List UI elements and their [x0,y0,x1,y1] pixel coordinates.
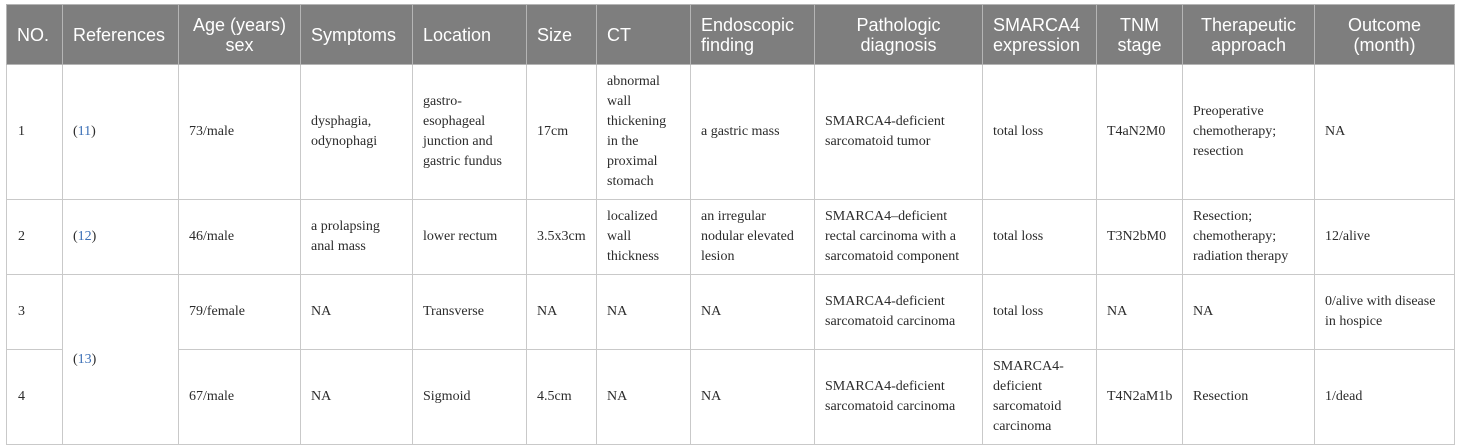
cell-tnm: NA [1097,275,1183,350]
cell-endoscopic: an irregular nodular elevated lesion [691,200,815,275]
cell-outcome: 0/alive with disease in hospice [1315,275,1455,350]
header-outcome-text: Outcome (month) [1347,14,1422,55]
cell-symptoms: NA [301,275,413,350]
case-summary-table [6,4,1455,445]
cell-ct: NA [597,275,691,350]
cell-endoscopic: a gastric mass [691,65,815,200]
header-age-sex-text: Age (years) sex [192,14,287,55]
cell-outcome: NA [1315,65,1455,200]
cell-size: 4.5cm [527,350,597,445]
cell-pathologic: SMARCA4-deficient sarcomatoid carcinoma [815,275,983,350]
cell-endoscopic: NA [691,275,815,350]
cell-size: 17cm [527,65,597,200]
reference-link[interactable]: 13 [77,351,92,367]
cell-age-sex: 79/female [179,275,301,350]
header-pathologic-diagnosis [815,5,983,65]
header-therapeutic-approach [1183,5,1315,65]
cell-no: 4 [7,350,63,445]
reference-link[interactable]: 12 [77,229,92,244]
cell-age-sex: 46/male [179,200,301,275]
header-row [7,5,1455,65]
cell-ct: NA [597,350,691,445]
table-row [7,350,1455,445]
header-tnm-text: TNM stage [1117,14,1162,55]
table-body [7,65,1455,445]
cell-location: lower rectum [413,200,527,275]
table-row [7,275,1455,350]
cell-reference: (12) [63,200,179,275]
cell-no: 1 [7,65,63,200]
cell-reference: (11) [63,65,179,200]
cell-symptoms: dysphagia, odynophagi [301,65,413,200]
header-outcome [1315,5,1455,65]
cell-pathologic: SMARCA4-deficient sarcomatoid tumor [815,65,983,200]
cell-ct: abnormal wall thickening in the proximal stomach [597,65,691,200]
header-size: Size [527,5,597,65]
cell-reference: (13) [63,275,179,445]
cell-tnm: T4N2aM1b [1097,350,1183,445]
cell-pathologic: SMARCA4–deficient rectal carcinoma with a sarcomatoid component [815,200,983,275]
header-endoscopic-finding [691,5,815,65]
header-therapeutic-text: Therapeutic approach [1200,14,1297,55]
header-no: NO. [7,5,63,65]
cell-smarca4: total loss [983,200,1097,275]
header-pathologic-text: Pathologic diagnosis [856,14,941,55]
cell-ct: localized wall thickness [597,200,691,275]
header-location: Location [413,5,527,65]
table-row [7,200,1455,275]
header-tnm-stage [1097,5,1183,65]
cell-size: NA [527,275,597,350]
cell-no: 2 [7,200,63,275]
reference-link[interactable]: 11 [77,124,92,139]
header-ct: CT [597,5,691,65]
cell-no: 3 [7,275,63,350]
cell-location: Transverse [413,275,527,350]
cell-smarca4: SMARCA4-deficient sarcomatoid carcinoma [983,350,1097,445]
cell-age-sex: 73/male [179,65,301,200]
cell-age-sex: 67/male [179,350,301,445]
header-smarca4-expression [983,5,1097,65]
cell-therapy: Preoperative chemotherapy; resection [1183,65,1315,200]
cell-symptoms: NA [301,350,413,445]
header-symptoms: Symptoms [301,5,413,65]
cell-location: Sigmoid [413,350,527,445]
cell-endoscopic: NA [691,350,815,445]
cell-location: gastro-esophageal junction and gastric fundus [413,65,527,200]
header-age-sex [179,5,301,65]
cell-size: 3.5x3cm [527,200,597,275]
header-endoscopic-text: Endoscopic finding [701,14,795,55]
cell-therapy: Resection [1183,350,1315,445]
cell-outcome: 12/alive [1315,200,1455,275]
header-smarca4-text: SMARCA4 expression [993,14,1081,55]
cell-tnm: T4aN2M0 [1097,65,1183,200]
cell-outcome: 1/dead [1315,350,1455,445]
cell-smarca4: total loss [983,65,1097,200]
cell-symptoms: a prolapsing anal mass [301,200,413,275]
table-row [7,65,1455,200]
header-references: References [63,5,179,65]
cell-tnm: T3N2bM0 [1097,200,1183,275]
cell-smarca4: total loss [983,275,1097,350]
cell-pathologic: SMARCA4-deficient sarcomatoid carcinoma [815,350,983,445]
cell-therapy: Resection; chemotherapy; radiation therapy [1183,200,1315,275]
cell-therapy: NA [1183,275,1315,350]
table-header [7,5,1455,65]
